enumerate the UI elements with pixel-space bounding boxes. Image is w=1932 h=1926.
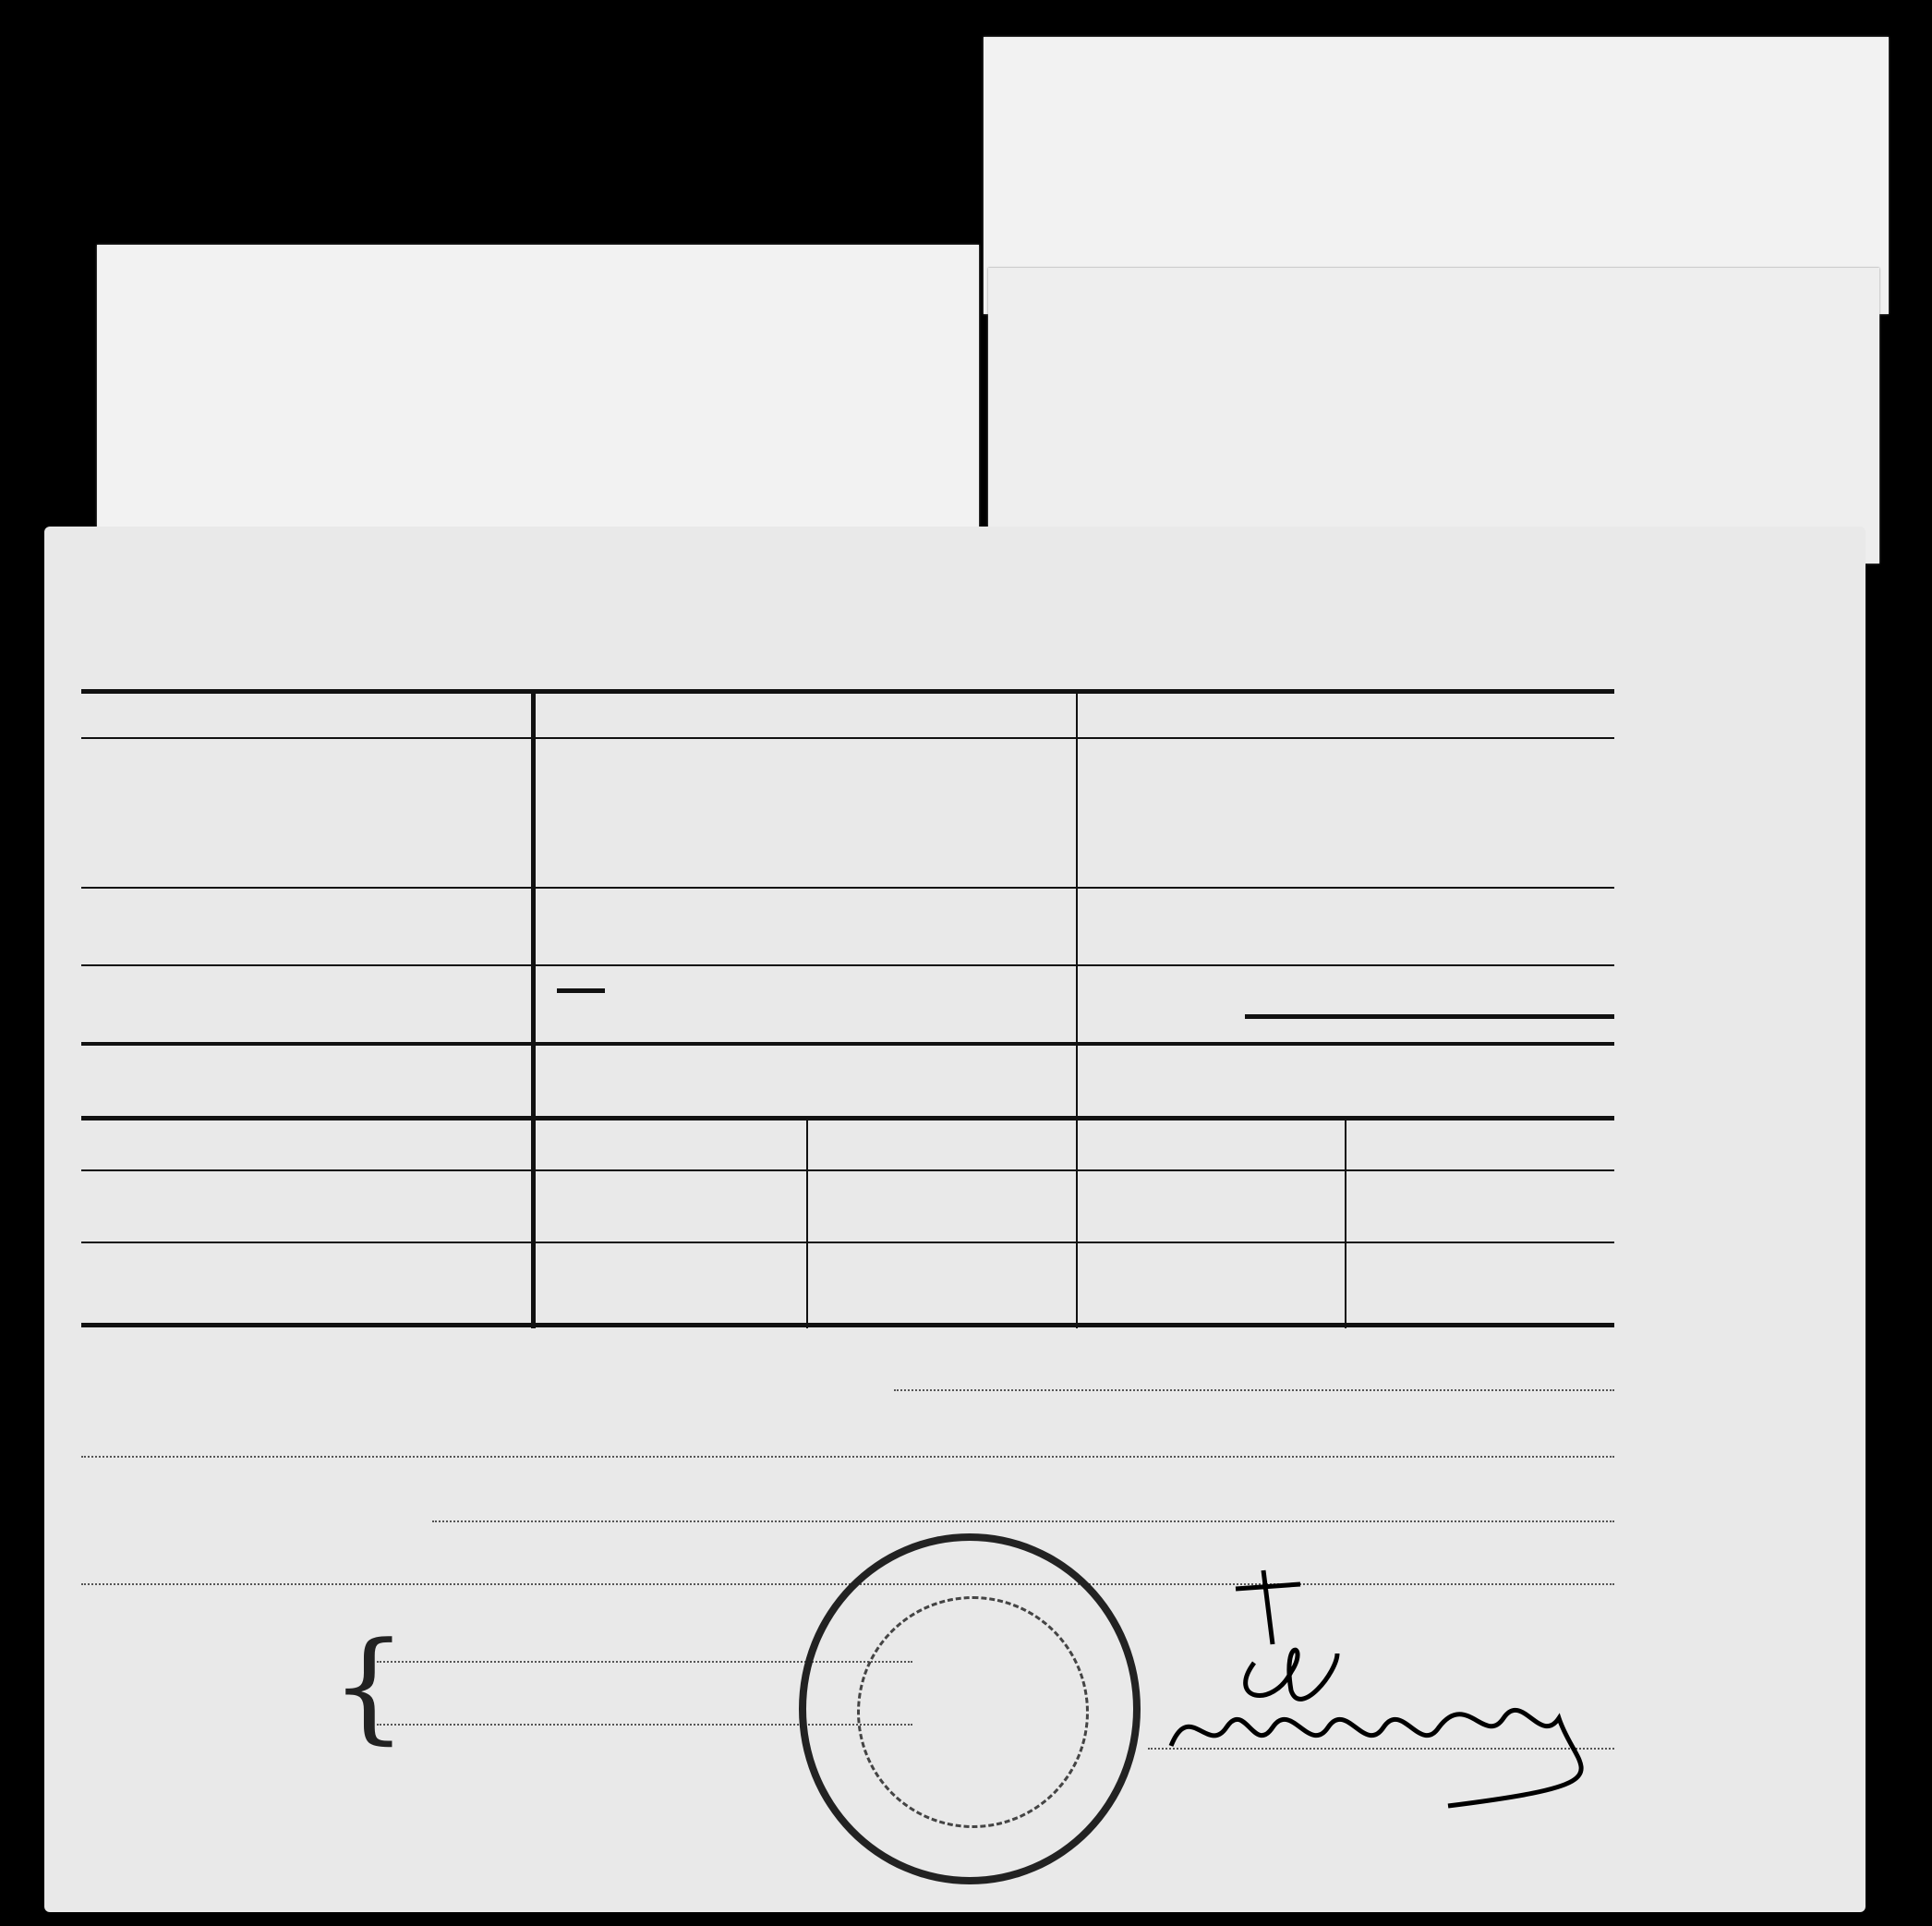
documents-line-1	[894, 1387, 1614, 1391]
q14-mother-underline	[1245, 1014, 1614, 1019]
col-divider-2	[1076, 693, 1078, 1328]
row-rule-16	[81, 1242, 1614, 1243]
official-stamp	[799, 1533, 1141, 1884]
registrar-signature	[1153, 1533, 1633, 1811]
col-divider-mother-sub	[1345, 1118, 1346, 1328]
q14-father-underline	[557, 988, 605, 993]
signatures-brace: {	[331, 1616, 407, 1756]
row-rule-15	[81, 1116, 1614, 1120]
table-header-rule	[81, 737, 1614, 739]
stamp-inner-ring	[857, 1596, 1089, 1828]
row-rule-12	[81, 887, 1614, 889]
documents-line-2	[81, 1454, 1614, 1458]
notes-line-1	[432, 1519, 1614, 1522]
row-rule-14	[81, 1042, 1614, 1046]
table-top-rule	[81, 689, 1614, 694]
damaged-card	[988, 268, 1879, 563]
row-rule-13	[81, 964, 1614, 966]
col-divider-father-sub	[806, 1118, 808, 1328]
table-bottom-rule	[81, 1323, 1614, 1327]
soiled-document-card	[97, 245, 979, 550]
row-rule-children-header	[81, 1169, 1614, 1171]
col-divider-1	[531, 693, 536, 1328]
